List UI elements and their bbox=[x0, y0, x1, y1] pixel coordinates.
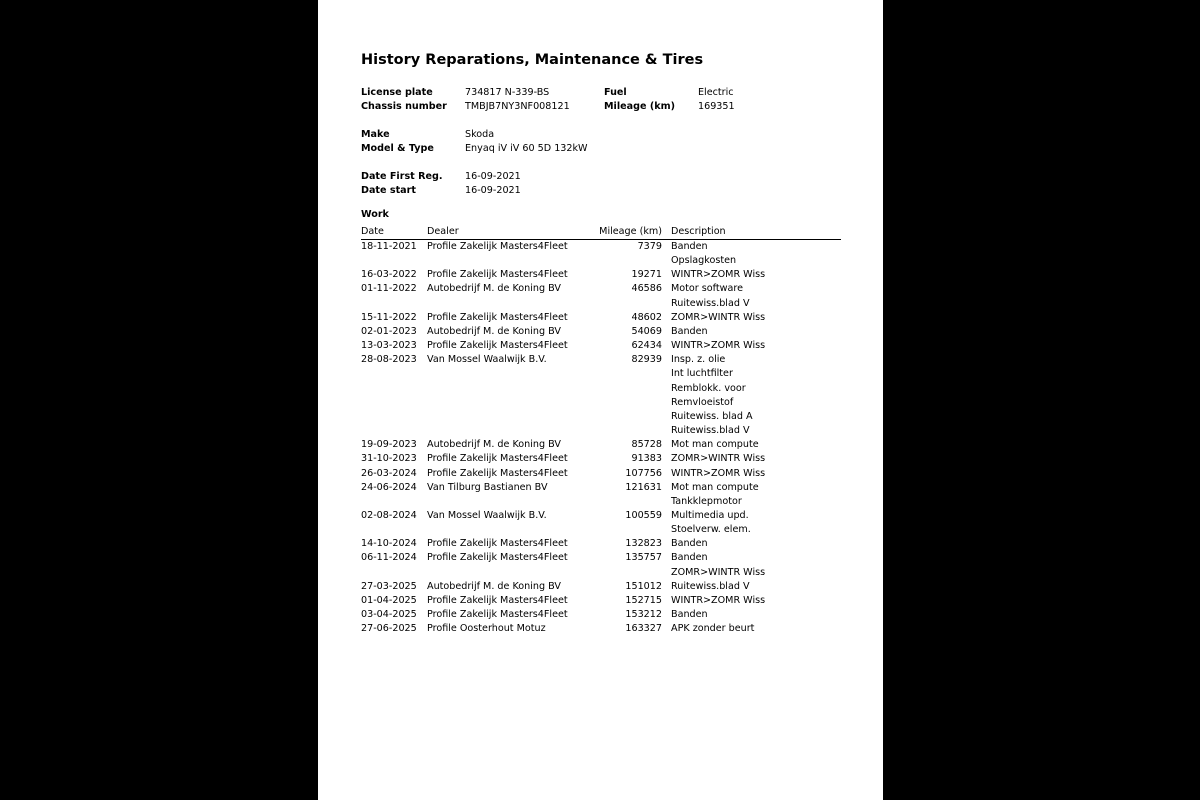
table-row bbox=[361, 325, 841, 339]
table-row bbox=[361, 438, 841, 452]
row-description: Banden bbox=[671, 241, 708, 252]
row-date: 02-01-2023 bbox=[361, 325, 417, 337]
row-dealer: Profile Zakelijk Masters4Fleet bbox=[427, 467, 568, 479]
fuel-label: Fuel bbox=[604, 87, 627, 98]
row-description: Ruitewiss. blad A bbox=[671, 410, 753, 422]
row-description: Multimedia upd. bbox=[671, 509, 749, 521]
row-description: ZOMR>WINTR Wiss bbox=[671, 311, 766, 323]
row-dealer: Autobedrijf M. de Koning BV bbox=[427, 439, 561, 451]
table-row bbox=[361, 537, 841, 551]
chassis-label: Chassis number bbox=[361, 101, 447, 112]
date-start-value: 16-09-2021 bbox=[465, 185, 521, 196]
table-row bbox=[361, 268, 841, 282]
row-description: Ruitewiss.blad V bbox=[671, 425, 750, 437]
row-description: Mot man compute bbox=[671, 481, 759, 493]
row-description: Banden bbox=[671, 609, 708, 621]
row-date: 16-03-2022 bbox=[361, 269, 417, 281]
row-description: APK zonder beurt bbox=[671, 623, 755, 635]
table-row bbox=[361, 481, 841, 495]
table-row bbox=[361, 367, 841, 381]
table-row bbox=[361, 339, 841, 353]
chassis-value: TMBJB7NY3NF008121 bbox=[465, 101, 570, 112]
row-description: ZOMR>WINTR Wiss bbox=[671, 566, 766, 578]
row-dealer: Profile Zakelijk Masters4Fleet bbox=[427, 340, 568, 352]
license-plate-value: 734817 N-339-BS bbox=[465, 87, 550, 98]
mileage-label: Mileage (km) bbox=[604, 101, 675, 112]
row-date: 26-03-2024 bbox=[361, 467, 417, 479]
row-mileage: 82939 bbox=[631, 354, 662, 366]
table-row bbox=[361, 240, 841, 254]
row-dealer: Van Mossel Waalwijk B.V. bbox=[427, 354, 547, 366]
row-mileage: 153212 bbox=[625, 609, 662, 621]
row-dealer: Autobedrijf M. de Koning BV bbox=[427, 325, 561, 337]
row-date: 27-06-2025 bbox=[361, 623, 417, 635]
row-description: WINTR>ZOMR Wiss bbox=[671, 340, 766, 352]
row-description: Remvloeistof bbox=[671, 396, 734, 408]
row-description: Stoelverw. elem. bbox=[671, 524, 751, 536]
page-title: History Reparations, Maintenance & Tires bbox=[361, 52, 704, 68]
row-mileage: 62434 bbox=[631, 340, 662, 352]
table-row bbox=[361, 509, 841, 523]
row-description: WINTR>ZOMR Wiss bbox=[671, 269, 766, 281]
row-dealer: Profile Zakelijk Masters4Fleet bbox=[427, 594, 568, 606]
row-description: Tankklepmotor bbox=[671, 495, 742, 507]
row-dealer: Profile Zakelijk Masters4Fleet bbox=[427, 311, 568, 323]
make-label: Make bbox=[361, 129, 390, 140]
row-mileage: 121631 bbox=[625, 481, 662, 493]
table-row bbox=[361, 311, 841, 325]
row-description: Opslagkosten bbox=[671, 255, 737, 267]
row-dealer: Profile Zakelijk Masters4Fleet bbox=[427, 241, 568, 252]
table-row bbox=[361, 452, 841, 466]
row-mileage: 135757 bbox=[625, 552, 662, 564]
row-mileage: 152715 bbox=[625, 594, 662, 606]
row-mileage: 107756 bbox=[625, 467, 662, 479]
row-dealer: Autobedrijf M. de Koning BV bbox=[427, 283, 561, 295]
row-date: 03-04-2025 bbox=[361, 609, 417, 621]
row-description: ZOMR>WINTR Wiss bbox=[671, 453, 766, 465]
row-mileage: 46586 bbox=[631, 283, 662, 295]
mileage-value: 169351 bbox=[698, 101, 735, 112]
row-mileage: 7379 bbox=[637, 241, 662, 252]
row-dealer: Profile Zakelijk Masters4Fleet bbox=[427, 609, 568, 621]
table-row bbox=[361, 594, 841, 608]
table-row bbox=[361, 551, 841, 565]
model-value: Enyaq iV iV 60 5D 132kW bbox=[465, 143, 588, 154]
row-date: 01-04-2025 bbox=[361, 594, 417, 606]
row-description: WINTR>ZOMR Wiss bbox=[671, 594, 766, 606]
table-row bbox=[361, 580, 841, 594]
row-mileage: 54069 bbox=[631, 325, 662, 337]
work-table-body bbox=[361, 240, 841, 636]
row-date: 14-10-2024 bbox=[361, 538, 417, 550]
table-row bbox=[361, 523, 841, 537]
row-mileage: 91383 bbox=[631, 453, 662, 465]
row-description: Banden bbox=[671, 538, 708, 550]
table-row bbox=[361, 297, 841, 311]
first-reg-label: Date First Reg. bbox=[361, 171, 443, 182]
row-description: Int luchtfilter bbox=[671, 368, 733, 380]
work-table bbox=[361, 225, 841, 636]
work-table-header bbox=[361, 225, 841, 240]
row-description: Ruitewiss.blad V bbox=[671, 297, 750, 309]
fuel-value: Electric bbox=[698, 87, 734, 98]
row-dealer: Profile Zakelijk Masters4Fleet bbox=[427, 269, 568, 281]
row-description: Ruitewiss.blad V bbox=[671, 580, 750, 592]
table-row bbox=[361, 353, 841, 367]
row-mileage: 48602 bbox=[631, 311, 662, 323]
header-dealer: Dealer bbox=[427, 226, 459, 237]
row-dealer: Profile Zakelijk Masters4Fleet bbox=[427, 552, 568, 564]
header-mileage: Mileage (km) bbox=[599, 226, 662, 237]
row-date: 15-11-2022 bbox=[361, 311, 417, 323]
row-dealer: Van Tilburg Bastianen BV bbox=[427, 481, 548, 493]
row-date: 02-08-2024 bbox=[361, 509, 417, 521]
table-row bbox=[361, 608, 841, 622]
row-dealer: Van Mossel Waalwijk B.V. bbox=[427, 509, 547, 521]
table-row bbox=[361, 467, 841, 481]
row-date: 31-10-2023 bbox=[361, 453, 417, 465]
date-start-label: Date start bbox=[361, 185, 416, 196]
row-description: Motor software bbox=[671, 283, 743, 295]
row-date: 27-03-2025 bbox=[361, 580, 417, 592]
row-description: Insp. z. olie bbox=[671, 354, 726, 366]
document-page bbox=[318, 0, 883, 800]
table-row bbox=[361, 622, 841, 636]
table-row bbox=[361, 396, 841, 410]
header-description: Description bbox=[671, 226, 726, 237]
table-row bbox=[361, 410, 841, 424]
table-row bbox=[361, 382, 841, 396]
row-description: Remblokk. voor bbox=[671, 382, 746, 394]
row-mileage: 132823 bbox=[625, 538, 662, 550]
work-section-title: Work bbox=[361, 209, 389, 220]
table-row bbox=[361, 254, 841, 268]
row-mileage: 85728 bbox=[631, 439, 662, 451]
table-row bbox=[361, 566, 841, 580]
row-mileage: 19271 bbox=[631, 269, 662, 281]
row-date: 28-08-2023 bbox=[361, 354, 417, 366]
table-row bbox=[361, 282, 841, 296]
row-date: 06-11-2024 bbox=[361, 552, 417, 564]
make-value: Skoda bbox=[465, 129, 495, 140]
row-date: 18-11-2021 bbox=[361, 241, 417, 252]
row-mileage: 100559 bbox=[625, 509, 662, 521]
row-mileage: 151012 bbox=[625, 580, 662, 592]
row-date: 24-06-2024 bbox=[361, 481, 417, 493]
table-row bbox=[361, 424, 841, 438]
model-label: Model & Type bbox=[361, 143, 434, 154]
first-reg-value: 16-09-2021 bbox=[465, 171, 521, 182]
row-dealer: Profile Oosterhout Motuz bbox=[427, 623, 546, 635]
table-row bbox=[361, 495, 841, 509]
row-description: WINTR>ZOMR Wiss bbox=[671, 467, 766, 479]
row-description: Mot man compute bbox=[671, 439, 759, 451]
row-date: 01-11-2022 bbox=[361, 283, 417, 295]
row-description: Banden bbox=[671, 325, 708, 337]
row-dealer: Profile Zakelijk Masters4Fleet bbox=[427, 538, 568, 550]
row-date: 13-03-2023 bbox=[361, 340, 417, 352]
row-dealer: Profile Zakelijk Masters4Fleet bbox=[427, 453, 568, 465]
header-date: Date bbox=[361, 226, 384, 237]
row-date: 19-09-2023 bbox=[361, 439, 417, 451]
row-dealer: Autobedrijf M. de Koning BV bbox=[427, 580, 561, 592]
row-description: Banden bbox=[671, 552, 708, 564]
row-mileage: 163327 bbox=[625, 623, 662, 635]
license-plate-label: License plate bbox=[361, 87, 433, 98]
